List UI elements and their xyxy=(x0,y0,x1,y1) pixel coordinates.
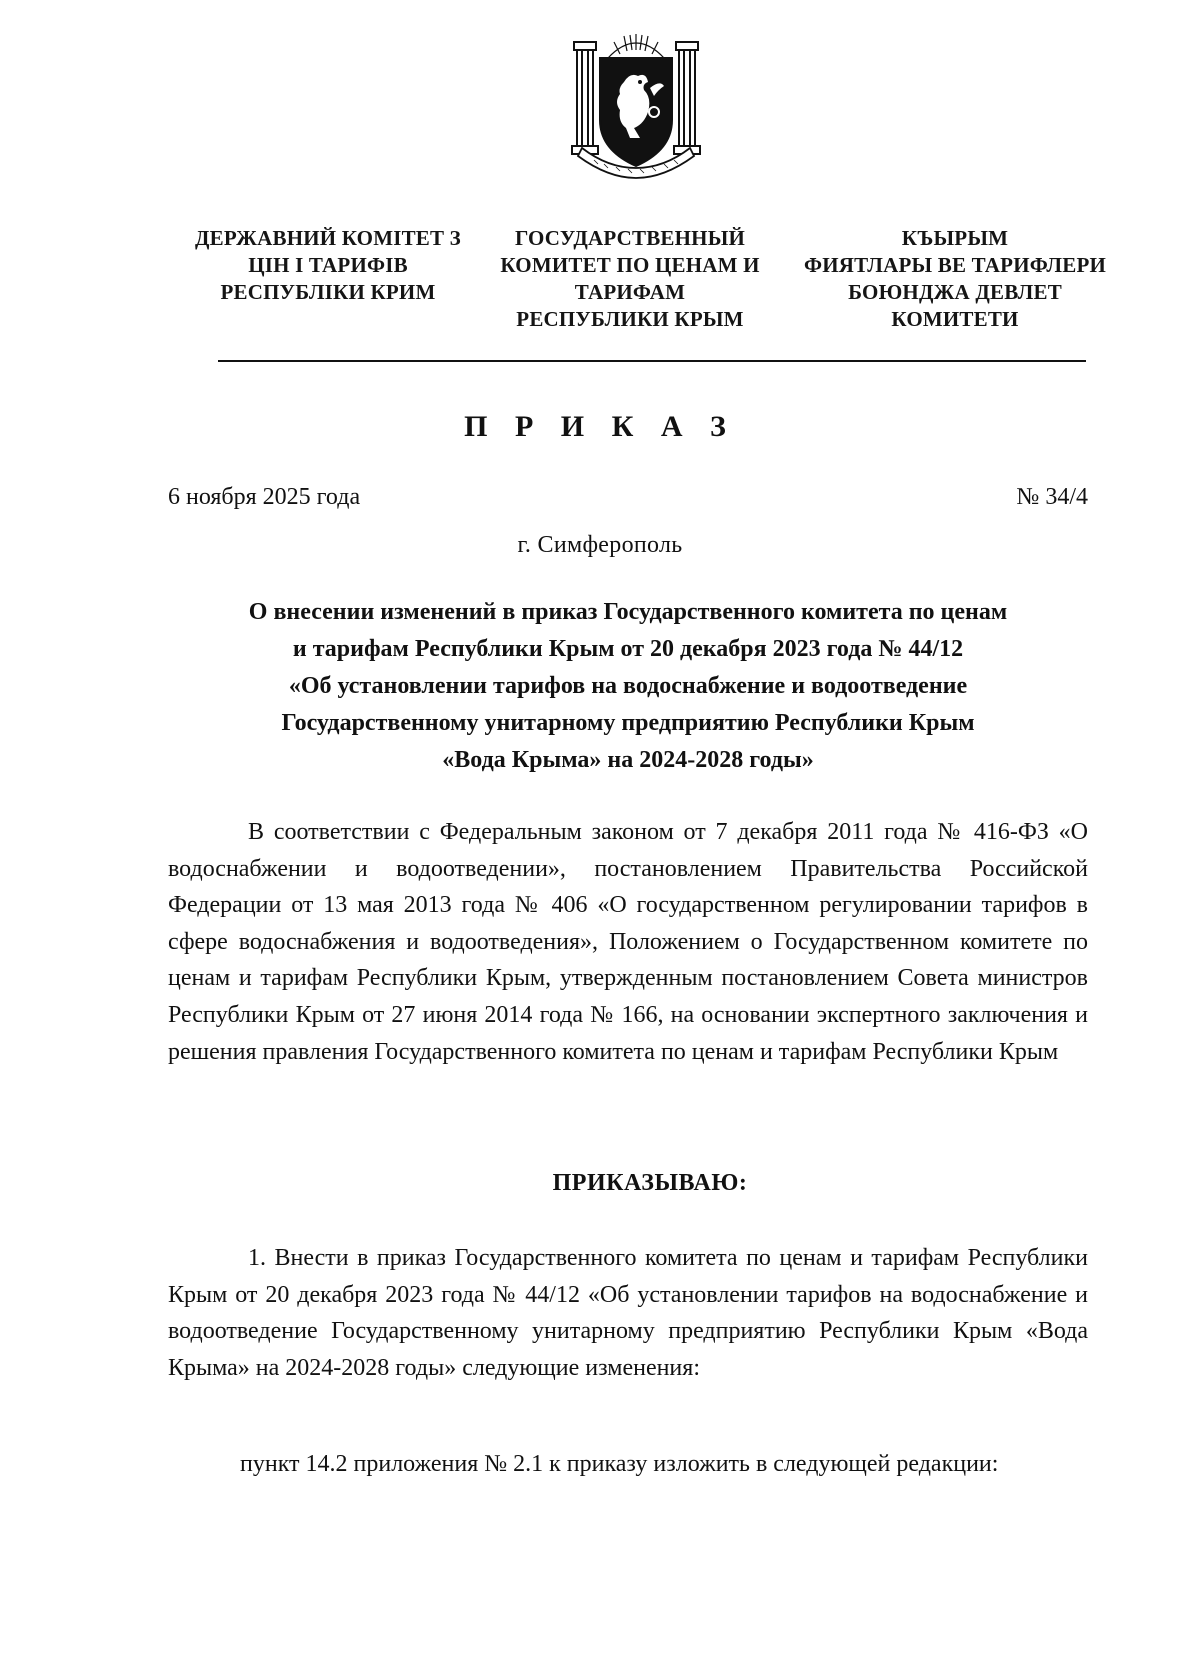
header-divider xyxy=(218,360,1086,362)
item-1-subparagraph: пункт 14.2 приложения № 2.1 к приказу изложить в следующей редакции: xyxy=(240,1451,999,1477)
preamble-paragraph: В соответствии с Федеральным законом от 7 декабря 2011 года № 416-ФЗ «О водоснабжении и водоотведении», постановлением Правительства Российской Федерации от 13 мая 2013 года № 406 «О государственном регулировании тарифов в сфере водоснабжения и водоотведения», Положением о Государственном комитете по ценам и тарифам Республики Крым, утвержденным постановлением Совета министров Республики Крым от 27 июня 2014 года № 166, на основании экспертного заключения и решения правления Государственного комитета по ценам и тарифам Республики Крым xyxy=(168,819,1088,1065)
title-line: Государственному унитарному предприятию Республики Крым xyxy=(281,710,975,736)
title-line: «Об установлении тарифов на водоснабжение и водоотведение xyxy=(288,673,968,699)
title-line: О внесении изменений в приказ Государственного комитета по ценам xyxy=(248,599,1008,625)
item-1-paragraph: 1. Внести в приказ Государственного комитета по ценам и тарифам Республики Крым от 20 декабря 2023 года № 44/12 «Об установлении тарифов на водоснабжение и водоотведение Государственному унитарному предприятию Республики Крым «Вода Крыма» на 2024-2028 годы» следующие изменения: xyxy=(168,1245,1088,1381)
document-title xyxy=(168,594,1088,779)
title-line: и тарифам Республики Крым от 20 декабря 2023 года № 44/12 xyxy=(292,636,964,662)
header-ukrainian: ДЕРЖАВНИЙ КОМІТЕТ З ЦІН І ТАРИФІВ РЕСПУБЛІКИ КРИМ xyxy=(195,226,461,304)
document-type: П Р И К А З xyxy=(464,410,736,443)
document-date: 6 ноября 2025 года xyxy=(168,484,361,510)
document-city: г. Симферополь xyxy=(517,532,683,558)
crimea-coat-of-arms-icon xyxy=(568,28,704,184)
document-number: № 34/4 xyxy=(1016,484,1088,510)
title-line: «Вода Крыма» на 2024-2028 годы» xyxy=(442,747,814,773)
header-crimean-tatar: КЪЫРЫМ ФИЯТЛАРЫ ВЕ ТАРИФЛЕРИ БОЮНДЖА ДЕВЛЕТ КОМИТЕТИ xyxy=(803,226,1107,331)
header-russian: ГОСУДАРСТВЕННЫЙ КОМИТЕТ ПО ЦЕНАМ И ТАРИФАМ РЕСПУБЛИКИ КРЫМ xyxy=(500,226,760,331)
order-word: ПРИКАЗЫВАЮ: xyxy=(552,1170,748,1196)
